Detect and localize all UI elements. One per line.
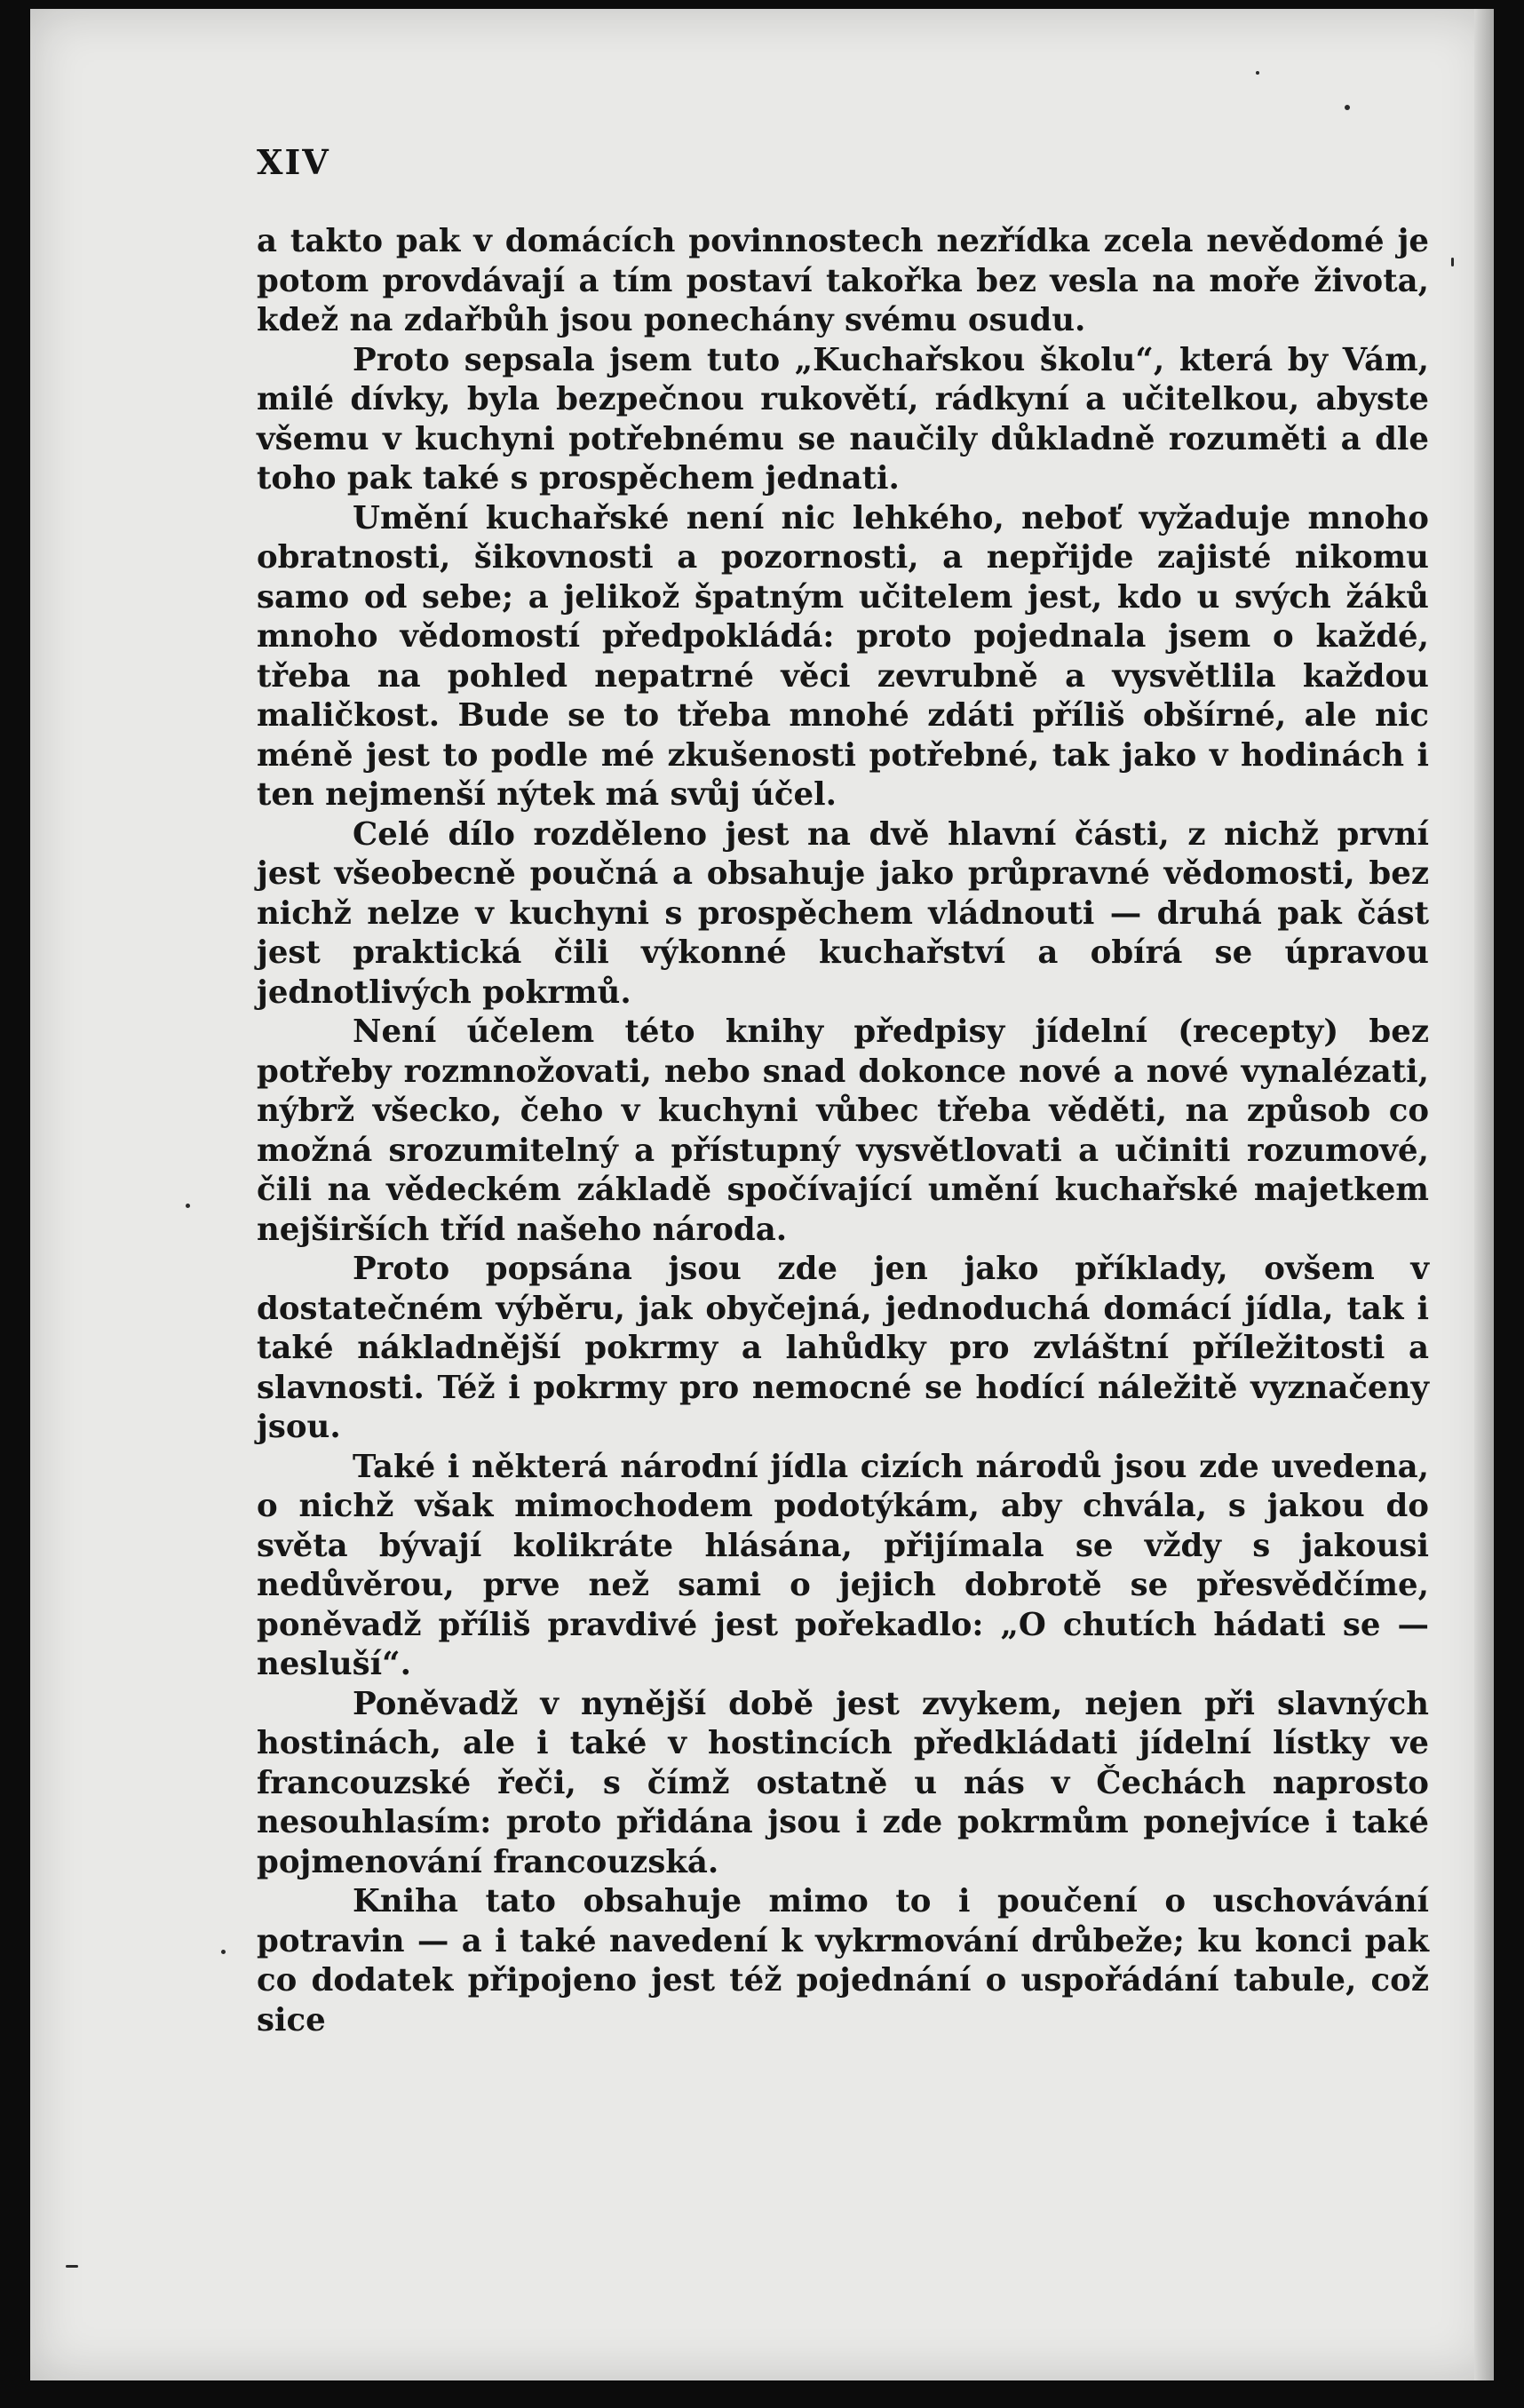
paragraph-3: Umění kuchařské není nic lehkého, neboť vyžaduje mnoho obratnosti, šikovnosti a pozornosti, a nepřijde zajisté nikomu samo od sebe; a jelikož špatným učitelem jest, kdo u svých žáků mnoho vědomostí předpokládá: proto pojednala jsem o každé, třeba na pohled nepatrné věci zevrubně a vysvětlila každou maličkost. Bude se to třeba mnohé zdáti příliš obšírné, ale nic méně jest to podle mé zkušenosti potřebné, tak jako v hodinách i ten nejmenší nýtek má svůj účel. xyxy=(257,499,1429,813)
paragraph-8: Poněvadž v nynější době jest zvykem, nejen při slavných hostinách, ale i také v hostincích předkládati jídelní lístky ve francouzské řeči, s čímž ostatně u nás v Čechách naprosto nesouhlasím: proto přidána jsou i zde pokrmům ponejvíce i také pojmenování francouzská. xyxy=(257,1685,1429,1880)
body-text xyxy=(257,222,1429,2040)
paragraph-5: Není účelem této knihy předpisy jídelní (recepty) bez potřeby rozmnožovati, nebo snad dokonce nové a nové vynalézati, nýbrž všecko, čeho v kuchyni vůbec třeba věděti, na způsob co možná srozumitelný a přístupný vysvětlovati a učiniti rozumové, čili na vědeckém základě spočívající umění kuchařské majetkem nejširších tříd našeho národa. xyxy=(257,1013,1429,1248)
paragraph-1: a takto pak v domácích povinnostech nezřídka zcela nevědomé je potom provdávají a tím postaví takořka bez vesla na moře života, kdež na zdařbůh jsou ponechány svému osudu. xyxy=(257,223,1429,338)
scan-speck xyxy=(1451,258,1454,266)
paragraph-4: Celé dílo rozděleno jest na dvě hlavní části, z nichž první jest všeobecně poučná a obsahuje jako průpravné vědomosti, bez nichž nelze v kuchyni s prospěchem vládnouti — druhá pak část jest praktická čili výkonné kuchařství a obírá se úpravou jednotlivých pokrmů. xyxy=(257,815,1429,1011)
book-page xyxy=(30,9,1494,2380)
scan-speck xyxy=(1345,105,1350,110)
scan-speck xyxy=(1256,71,1259,75)
scan-speck xyxy=(66,2265,78,2268)
paragraph-6: Proto popsána jsou zde jen jako příklady, ovšem v dostatečném výběru, jak obyčejná, jednoduchá domácí jídla, tak i také nákladnější pokrmy a lahůdky pro zvláštní příležitosti a slavnosti. Též i pokrmy pro nemocné se hodící náležitě vyznačeny jsou. xyxy=(257,1251,1429,1445)
paragraph-9: Kniha tato obsahuje mimo to i poučení o uschovávání potravin — a i také navedení k vykrmování drůbeže; ku konci pak co dodatek připojeno jest též pojednání o uspořádání tabule, což sice xyxy=(257,1883,1429,2038)
page-edge-shadow xyxy=(1474,9,1494,2380)
scan-speck xyxy=(186,1204,190,1208)
paragraph-2: Proto sepsala jsem tuto „Kuchařskou školu“, která by Vám, milé dívky, byla bezpečnou rukovětí, rádkyní a učitelkou, abyste všemu v kuchyni potřebnému se naučily důkladně rozuměti a dle toho pak také s prospěchem jednati. xyxy=(257,341,1429,497)
scan-speck xyxy=(221,1950,226,1954)
paragraph-7: Také i některá národní jídla cizích národů jsou zde uvedena, o nichž však mimochodem podotýkám, aby chvála, s jakou do světa bývají kolikráte hlásána, přijímala se vždy s jakousi nedůvěrou, prve než sami o jejich dobrotě se přesvědčíme, poněvadž příliš pravdivé jest pořekadlo: „O chutích hádati se — nesluší“. xyxy=(257,1448,1429,1682)
page-number: XIV xyxy=(257,142,330,182)
